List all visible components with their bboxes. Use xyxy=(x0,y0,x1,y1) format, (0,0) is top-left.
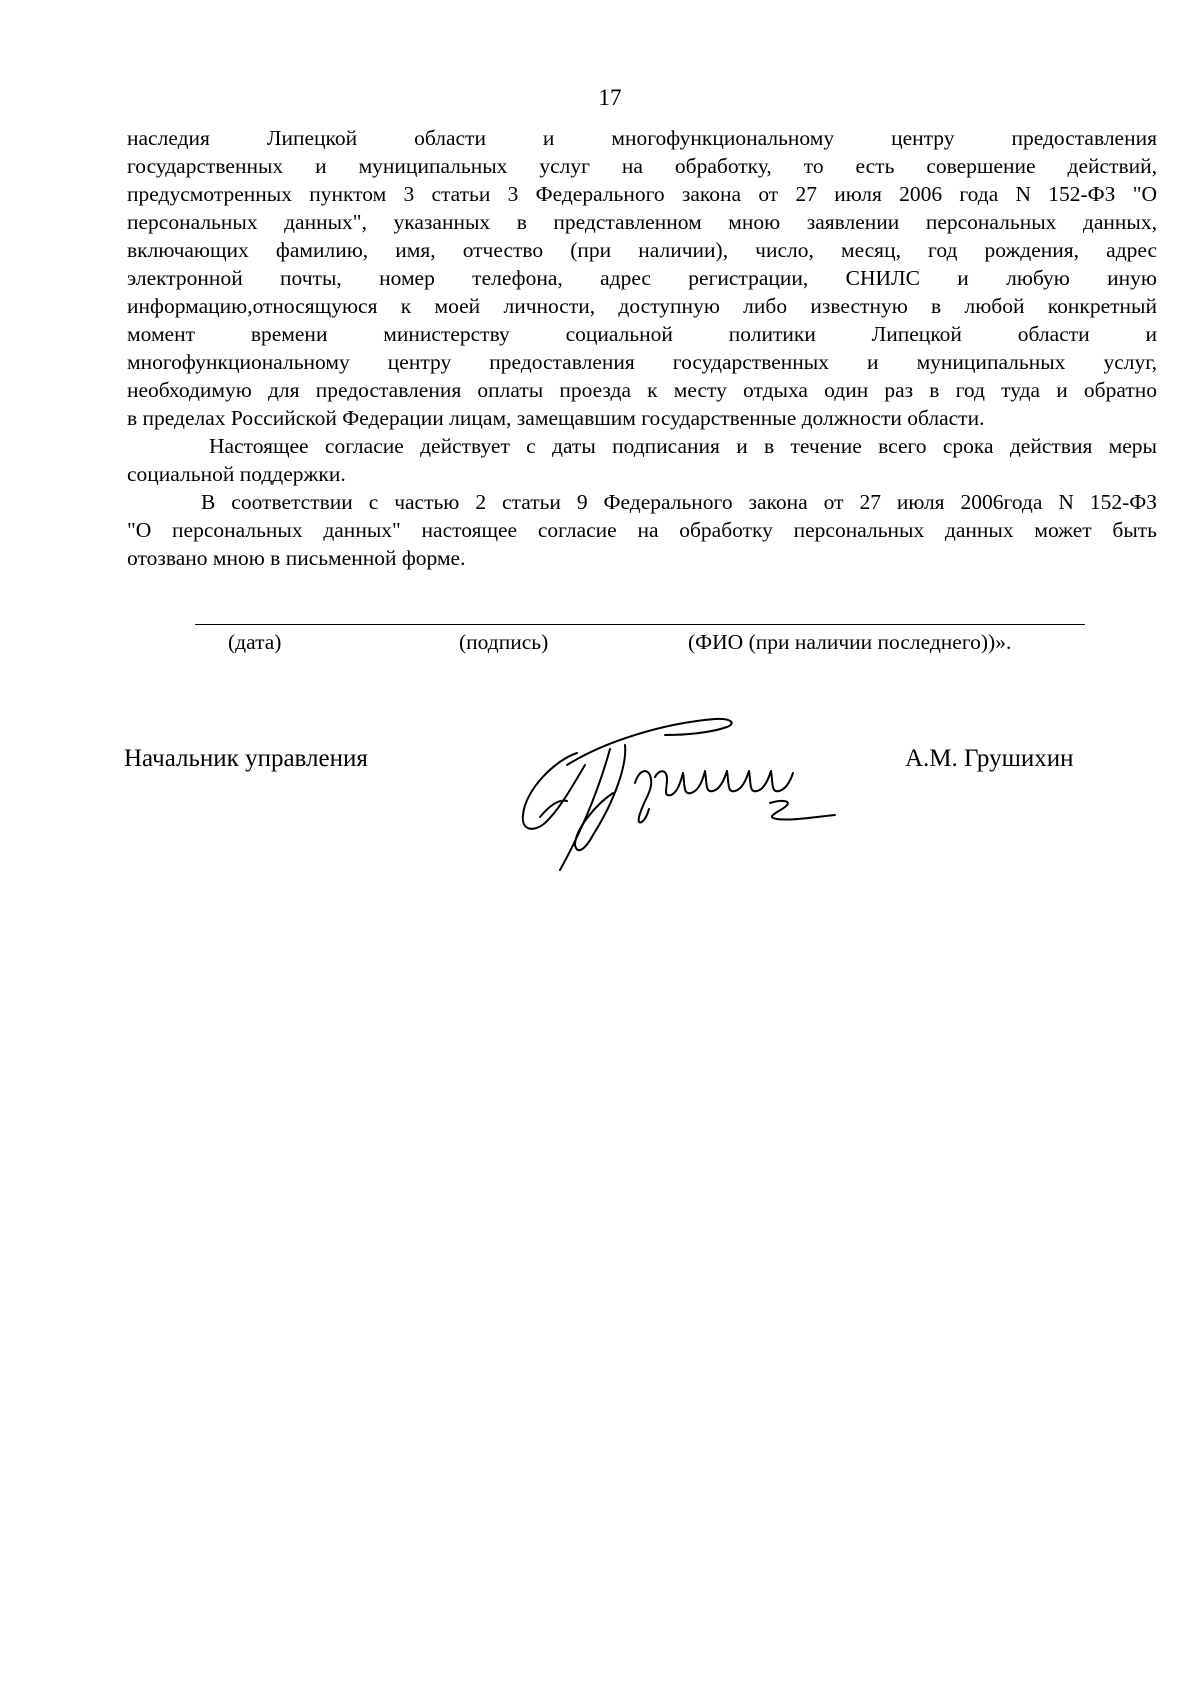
paragraph-consent-duration xyxy=(127,432,1157,488)
text-line: в пределах Российской Федерации лицам, замещавшим государственные должности области. xyxy=(127,406,985,430)
page-number: 17 xyxy=(598,85,622,110)
document-body xyxy=(127,124,1157,572)
fio-label: (ФИО (при наличии последнего))». xyxy=(688,630,1012,654)
text-line: "О персональных данных" настоящее согласие на обработку персональных данных может быть xyxy=(127,518,1157,542)
signatory-name: А.М. Грушихин xyxy=(905,745,1074,772)
date-label: (дата) xyxy=(228,630,282,654)
text-line: В соответствии с частью 2 статьи 9 Федерального закона от 27 июля 2006года N 152-ФЗ xyxy=(201,490,1157,514)
text-line: социальной поддержки. xyxy=(127,462,346,486)
text-line: отозвано мною в письменной форме. xyxy=(127,546,466,570)
text-line: предусмотренных пунктом 3 статьи 3 Федерального закона от 27 июля 2006 года N 152-ФЗ "О xyxy=(127,182,1157,206)
paragraph-consent-revocation xyxy=(127,488,1157,572)
text-line: многофункциональному центру предоставления государственных и муниципальных услуг, xyxy=(127,350,1157,374)
text-line: электронной почты, номер телефона, адрес регистрации, СНИЛС и любую иную xyxy=(127,266,1157,290)
text-line: необходимую для предоставления оплаты проезда к месту отдыха один раз в год туда и обратно xyxy=(127,378,1157,402)
text-line: персональных данных", указанных в представленном мною заявлении персональных данных, xyxy=(127,210,1157,234)
text-line: Настоящее согласие действует с даты подписания и в течение всего срока действия меры xyxy=(209,434,1157,458)
text-line: момент времени министерству социальной политики Липецкой области и xyxy=(127,322,1157,346)
signatory-position: Начальник управления xyxy=(124,745,368,772)
paragraph-consent-scope xyxy=(127,124,1157,432)
text-line: включающих фамилию, имя, отчество (при наличии), число, месяц, год рождения, адрес xyxy=(127,238,1157,262)
text-line: информацию,относящуюся к моей личности, доступную либо известную в любой конкретный xyxy=(127,294,1157,318)
handwritten-signature xyxy=(515,705,855,875)
signature-line xyxy=(195,624,1085,625)
text-line: наследия Липецкой области и многофункциональному центру предоставления xyxy=(127,126,1157,150)
signature-label: (подпись) xyxy=(459,630,549,654)
text-line: государственных и муниципальных услуг на обработку, то есть совершение действий, xyxy=(127,154,1157,178)
